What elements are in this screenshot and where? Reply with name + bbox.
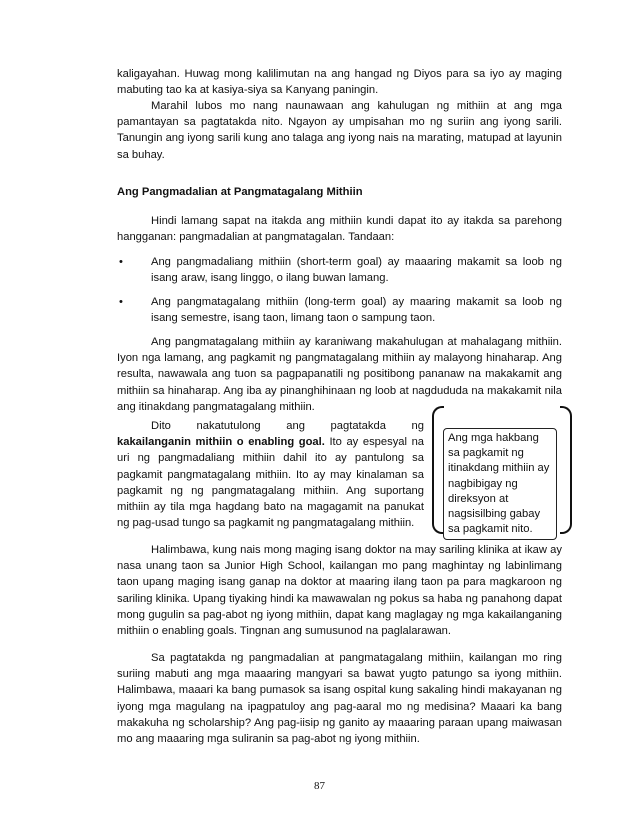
page-number: 87 — [314, 780, 325, 792]
paragraph-doctor-example: Halimbawa, kung nais mong maging isang doktor na may sariling klinika at ikaw ay nasa unang taon sa Junior High School, kailangan mo pang maghintay ng labinlimang taon upang maging isang ganap na doktor at maaring ilang taon pa para magkaroon ng sariling klinika. Upang tiyaking hindi ka mawawalan ng pokus sa haba ng panahong dapat mong gugulin sa pag-abot ng iyong mithiin, dapat kang maglagay ng mga kakailanganing mithiin o enabling goals. Tingnan ang sumusunod na paglalarawan. — [117, 544, 562, 638]
paragraph-intro: kaligayahan. Huwag mong kalilimutan na ang hangad ng Diyos para sa iyo ay maging mabuting tao ka at kasiya-siya sa Kanyang paningin. — [117, 68, 562, 97]
enabling-goal-text: Ito ay espesyal na uri ng pangmadaliang mithiin dahil ito ay pantulong sa pagkamit pangmatagalang mithiin. Ito ay may kinalaman sa pagkamit ng ng pangmatagalang mithiin. Ang suportang mithiin ay tila mga hagdang bato na magagamit na panukat ng pag-usad tungo sa pagkamit ng pangmatagalang mithiin. — [117, 436, 425, 530]
paragraph-timeframes: Hindi lamang sapat na itakda ang mithiin kundi dapat ito ay itakda sa parehong hangganan: pangmadalian at pangmatagalan. Tandaan: — [117, 215, 562, 244]
section-heading: Ang Pangmadalian at Pangmatagalang Mithiin — [117, 186, 363, 198]
bullet-short-term-text: Ang pangmadaliang mithiin (short-term goal) ay maaaring makamit sa loob ng isang araw, isang linggo, o ilang buwan lamang. — [151, 256, 562, 285]
bullet-short-term — [117, 254, 562, 288]
paragraph-enabling-goal — [117, 418, 424, 531]
right-bracket — [560, 406, 572, 534]
enabling-goal-term: kakailanganin mithiin o enabling goal. — [117, 436, 325, 449]
callout-box: Ang mga hakbang sa pagkamit ng itinakdang mithiin ay nagbibigay ng direksyon at nagsisilbing gabay sa pagkamit nito. — [443, 428, 557, 540]
bullet-long-term — [117, 294, 562, 328]
paragraph-long-term-meaning: Ang pangmatagalang mithiin ay karaniwang makahulugan at mahalagang mithiin. Iyon nga lamang, ang pagkamit ng pangmatagalang mithiin ay malayong hinaharap. Ang resulta, nawawala ang tuon sa pagpapanatili ng positibong pananaw na makakamit ang mithiin sa hinaharap. Ang iba ay pinanghihinaan ng loob at nagdududa na makakamit nila ang itinakdang pangmatagalang mithiin. — [117, 336, 562, 413]
bullet-icon: • — [119, 256, 123, 268]
bullet-long-term-text: Ang pangmatagalang mithiin (long-term goal) ay maaring makamit sa loob ng isang semestre, isang taon, limang taon o sampung taon. — [151, 296, 562, 325]
paragraph-self-reflection: Marahil lubos mo nang naunawaan ang kahulugan ng mithiin at ang mga pamantayan sa pagtatakda nito. Ngayon ay umpisahan mo ng suriin ang iyong sarili. Tanungin ang iyong sarili kung ano talaga ang iyong nais na marating, matupad at layunin sa buhay. — [117, 100, 562, 161]
paragraph-planning-risks: Sa pagtatakda ng pangmadalian at pangmatagalang mithiin, kailangan mo ring suriing mabuti ang mga maaaring mangyari sa bawat yugto patungo sa iyong mithiin. Halimbawa, maaari ka bang pumasok sa isang ospital kung sakaling hindi makayanan ng iyong mga magulang na ipagpatuloy ang pag-aaral mo ng medisina? Maaari ka bang makakuha ng scholarship? Ang pag-iisip ng ganito ay maaaring paraan upang maiwasan mo ang maaaring mga suliranin sa pag-abot ng iyong mithiin. — [117, 652, 562, 746]
enabling-goal-lead: Dito nakatutulong ang pagtatakda ng — [151, 420, 424, 432]
bullet-icon: • — [119, 296, 123, 308]
